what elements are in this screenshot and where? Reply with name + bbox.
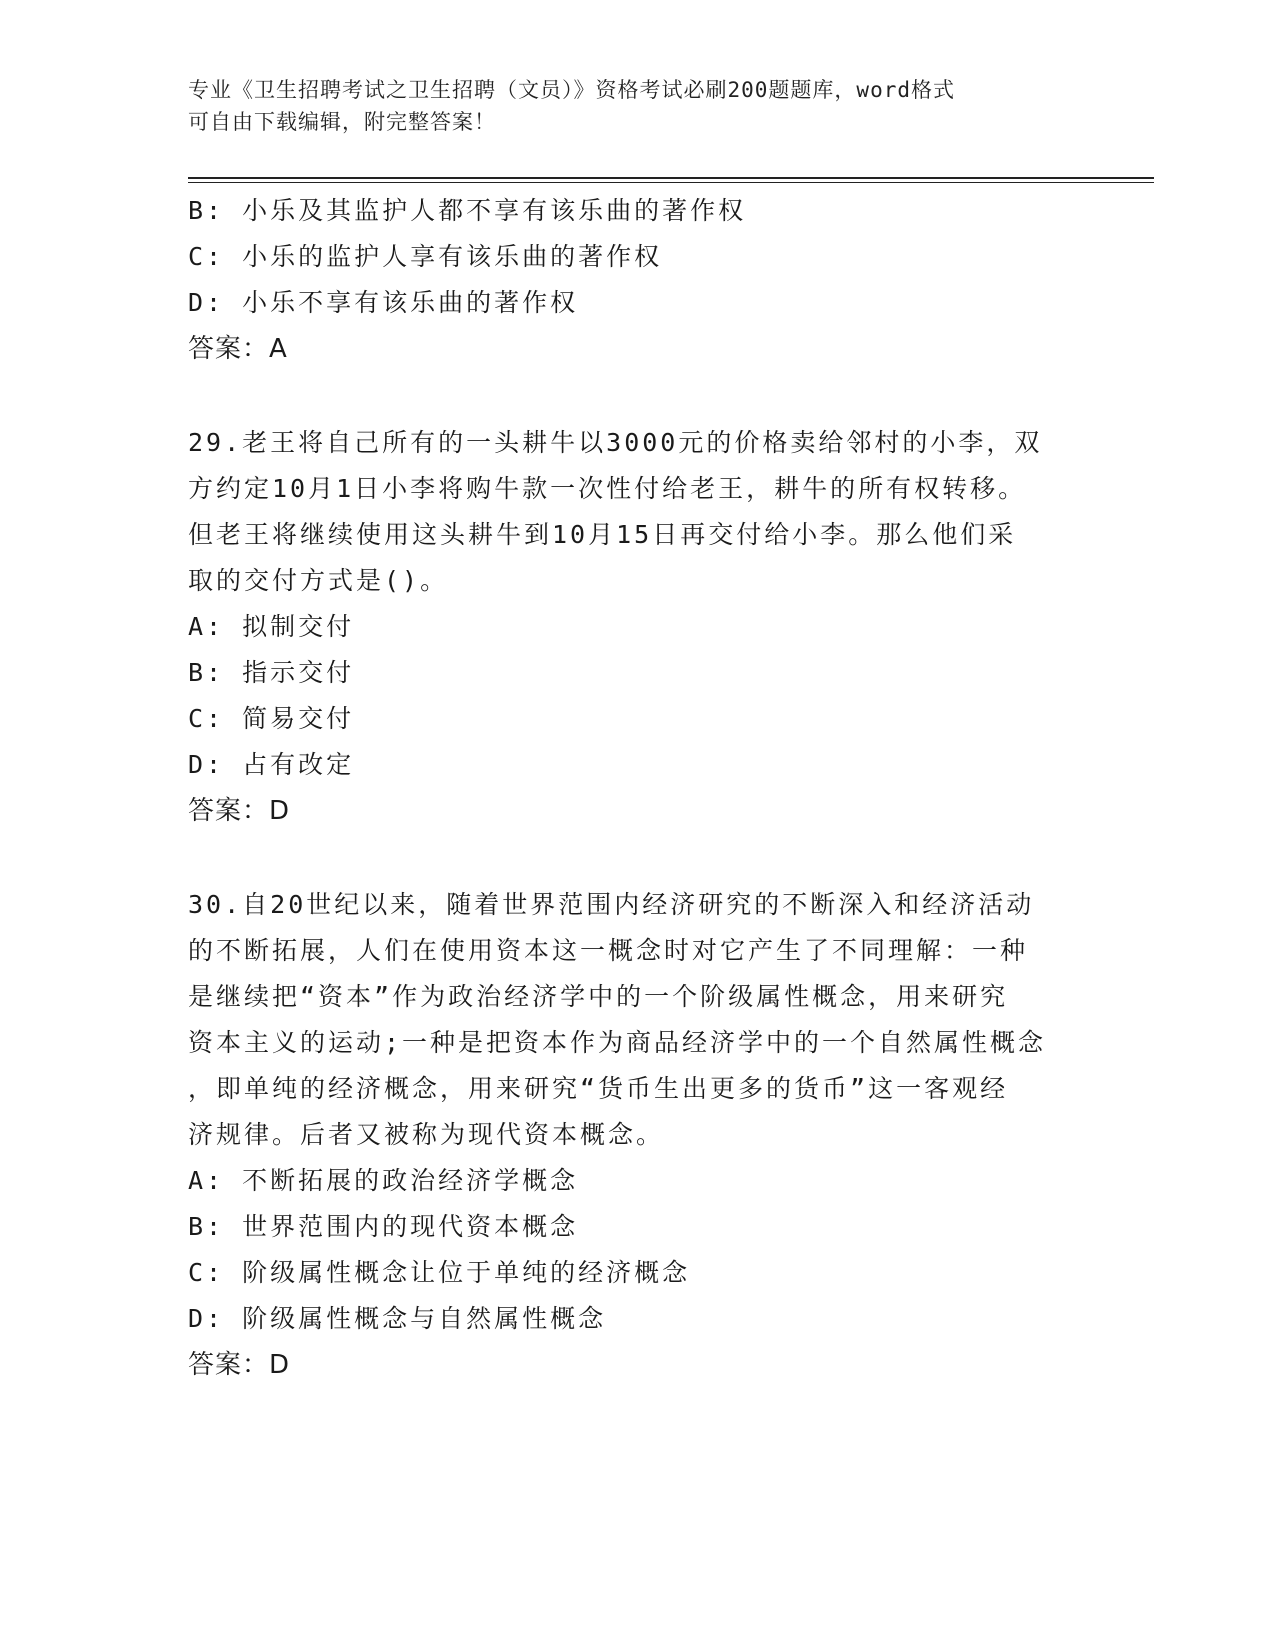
spacer bbox=[188, 372, 1088, 420]
option-c: C: 阶级属性概念让位于单纯的经济概念 bbox=[188, 1258, 691, 1287]
option-b: B: 世界范围内的现代资本概念 bbox=[188, 1212, 579, 1241]
option-c: C: 简易交付 bbox=[188, 704, 355, 733]
question-stem-line: 的不断拓展，人们在使用资本这一概念时对它产生了不同理解：一种 bbox=[188, 936, 1029, 965]
option-b: B: 小乐及其监护人都不享有该乐曲的著作权 bbox=[188, 196, 747, 225]
option-d: D: 阶级属性概念与自然属性概念 bbox=[188, 1304, 607, 1333]
spacer bbox=[188, 834, 1088, 882]
answer: 答案：D bbox=[188, 1350, 291, 1380]
header-line-2: 可自由下载编辑，附完整答案！ bbox=[188, 110, 496, 134]
option-a: A: 不断拓展的政治经济学概念 bbox=[188, 1166, 579, 1195]
question-stem-line: 取的交付方式是()。 bbox=[188, 566, 449, 595]
question-stem-line: 29.老王将自己所有的一头耕牛以3000元的价格卖给邻村的小李，双 bbox=[188, 428, 1043, 457]
option-d: D: 占有改定 bbox=[188, 750, 355, 779]
header-line-1: 专业《卫生招聘考试之卫生招聘（文员）》资格考试必刷200题题库，word格式 bbox=[188, 78, 955, 102]
question-30 bbox=[188, 882, 1088, 1388]
question-stem-line: 方约定10月1日小李将购牛款一次性付给老王，耕牛的所有权转移。 bbox=[188, 474, 1027, 503]
question-stem-line: 济规律。后者又被称为现代资本概念。 bbox=[188, 1120, 665, 1149]
page-header bbox=[188, 74, 1088, 138]
question-stem-line: 30.自20世纪以来，随着世界范围内经济研究的不断深入和经济活动 bbox=[188, 890, 1035, 919]
question-28-tail bbox=[188, 188, 1088, 372]
option-d: D: 小乐不享有该乐曲的著作权 bbox=[188, 288, 579, 317]
question-29 bbox=[188, 420, 1088, 834]
header-rule-thin bbox=[188, 182, 1154, 183]
question-stem-line: 但老王将继续使用这头耕牛到10月15日再交付给小李。那么他们采 bbox=[188, 520, 1017, 549]
option-b: B: 指示交付 bbox=[188, 658, 355, 687]
option-c: C: 小乐的监护人享有该乐曲的著作权 bbox=[188, 242, 663, 271]
answer: 答案：A bbox=[188, 334, 288, 364]
answer: 答案：D bbox=[188, 796, 291, 826]
header-rule-thick bbox=[188, 177, 1154, 179]
question-stem-line: ，即单纯的经济概念，用来研究“货币生出更多的货币”这一客观经 bbox=[188, 1074, 1009, 1103]
question-stem-line: 资本主义的运动;一种是把资本作为商品经济学中的一个自然属性概念 bbox=[188, 1028, 1047, 1057]
question-content bbox=[188, 188, 1088, 1388]
option-a: A: 拟制交付 bbox=[188, 612, 355, 641]
question-stem-line: 是继续把“资本”作为政治经济学中的一个阶级属性概念，用来研究 bbox=[188, 982, 1009, 1011]
